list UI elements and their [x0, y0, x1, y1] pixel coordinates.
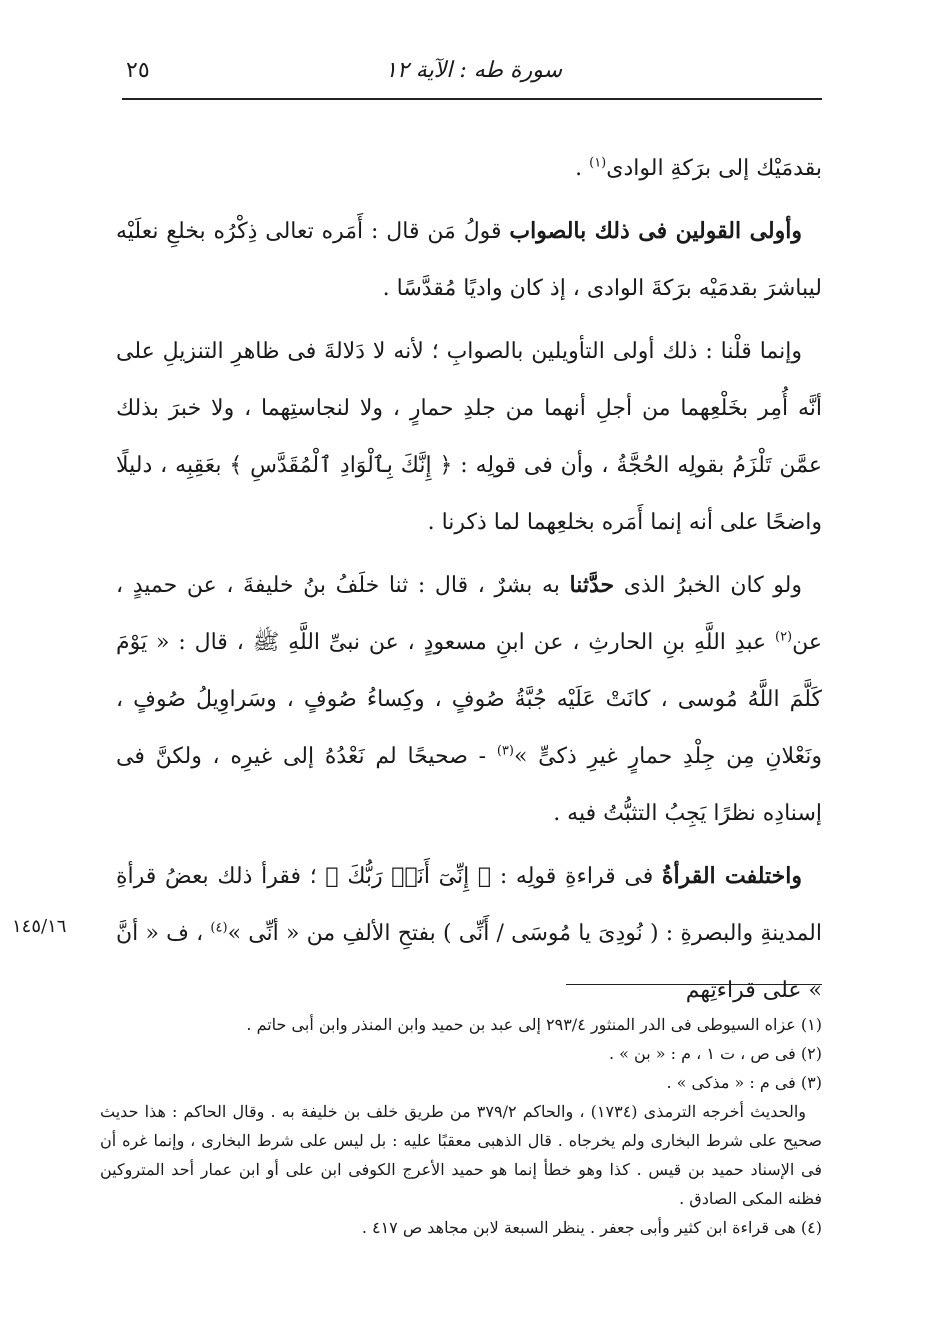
- footnote-3-continued: والحديث أخرجه الترمذى (١٧٣٤) ، والحاكم ٣٧٩/٢ من طريق خلف بن خليفة به . وقال الحاكم : هذا حديث صحيح على شرط البخارى ولم يخرجاه . قال الذهبى معقبًا عليه : بل ليس على شرط البخارى ، وإنما غره أن فى الإسناد حميد بن قيس . كذا وهو خطأ إنما هو حميد الأعرج الكوفى ابن على أو ابن عمار أحد المتروكين فظنه المكى الصادق .: [100, 1102, 822, 1208]
- header-rule: [122, 98, 822, 100]
- page-header: [122, 52, 822, 92]
- footnote-4: (٤) هى قراءة ابن كثير وأبى جعفر . ينظر السبعة لابن مجاهد ص ٤١٧ .: [361, 1218, 822, 1237]
- paragraph-4-text-c: عبدِ اللَّهِ بنِ الحارثِ ، عن ابنِ مسعودٍ ، عن نبىِّ اللَّهِ ﷺ ، قال : « يَوْمَ كَلَّمَ اللَّهُ مُوسى ، كانَتْ عَلَيْه جُبَّةُ صُوفٍ ، وكِساءُ صُوفٍ ، وسَراوِيلُ صُوفٍ ، ونَعْلانِ مِن جِلْدِ حمارٍ غيرِ ذكىٍّ »: [116, 630, 823, 769]
- footnotes: [100, 1010, 822, 1242]
- paragraph-2: [116, 203, 822, 317]
- paragraph-4-text-a: ولو كان الخبرُ الذى: [623, 573, 803, 598]
- paragraph-2-lead: وأولى القولين فى ذلك بالصواب: [509, 218, 802, 244]
- running-title: سورة طه : الآية ١٢: [385, 58, 562, 83]
- footnote-ref-4: (٤): [210, 920, 228, 936]
- paragraph-5-text-b: ، ف « أنَّ » على قراءتِهم: [116, 921, 822, 1003]
- footnote-rule: [566, 984, 822, 985]
- footnote-3: (٣) فى م : « مذكى » .: [666, 1073, 822, 1092]
- main-text: [116, 140, 822, 1019]
- paragraph-3: [116, 323, 822, 551]
- margin-note: ١٤٥/١٦: [12, 916, 67, 937]
- footnote-ref-1: (١): [589, 155, 607, 171]
- paragraph-1: [116, 140, 822, 197]
- footnote-2: (٢) فى ص ، ت ١ ، م : « بن » .: [608, 1044, 822, 1063]
- paragraph-1-tail: .: [575, 156, 583, 181]
- paragraph-4-bold-word: حدَّثنا: [569, 572, 615, 598]
- footnote-ref-2: (٢): [774, 629, 793, 645]
- paragraph-4-text-d: - صحيحًا لم نَعْدُهُ إلى غيرِه ، ولكنَّ فى إسنادِه نظرًا يَجِبُ التثبُّتُ فيه .: [116, 744, 822, 826]
- footnote-ref-3: (٣): [496, 743, 514, 759]
- paragraph-4-text-b: به بشرٌ ، قال : ثنا خلَفُ بنُ خليفةَ ، عن حميدٍ ، عن: [116, 573, 822, 655]
- paragraph-4: [116, 557, 822, 842]
- footnote-1: (١) عزاه السيوطى فى الدر المنثور ٢٩٣/٤ إلى عبد بن حميد وابن المنذر وابن أبى حاتم .: [246, 1015, 822, 1034]
- paragraph-1-text: بقدمَيْك إلى برَكةِ الوادى: [606, 156, 822, 181]
- paragraph-5: [116, 848, 822, 1019]
- paragraph-3-text: وإنما قلْنا : ذلك أولى التأويلين بالصوابِ ؛ لأنه لا دَلالةَ فى ظاهرِ التنزيلِ على أنَّه أُمِر بخَلْعِهما من أجلِ أنهما من جلدِ حمارٍ ، ولا لنجاستِهما ، ولا خبرَ بذلك عمَّن تَلْزَمُ بقولِه الحُجَّةُ ، وأن فى قولِه : ﴿ إِنَّكَ بِٱلْوَادِ ٱلْمُقَدَّسِ ﴾ بعَقِبِه ، دليلًا واضحًا على أنه إنما أَمَره بخلعِهما لما ذكرنا .: [116, 339, 822, 535]
- paragraph-5-lead: واختلفت القرأةُ: [661, 863, 802, 889]
- paragraph-2-text: قولُ مَن قال : أَمَره تعالى ذِكْرُه بخلعِ نعلَيْه ليباشرَ بقدمَيْه برَكةَ الوادى ، إذ كان واديًا مُقدَّسًا .: [116, 219, 822, 301]
- page-number: ٢٥: [126, 58, 150, 83]
- paragraph-5-text-a: فى قراءةِ قولِه : ﴿ إِنِّىٓ أَنَا۠ رَبُّكَ ﴾ ؛ فقرأ ذلك بعضُ قرأةِ المدينةِ والبصرةِ : ( نُودِىَ يا مُوسَى / أَنِّى ) بفتحِ الألفِ من « أنِّى »: [116, 864, 822, 946]
